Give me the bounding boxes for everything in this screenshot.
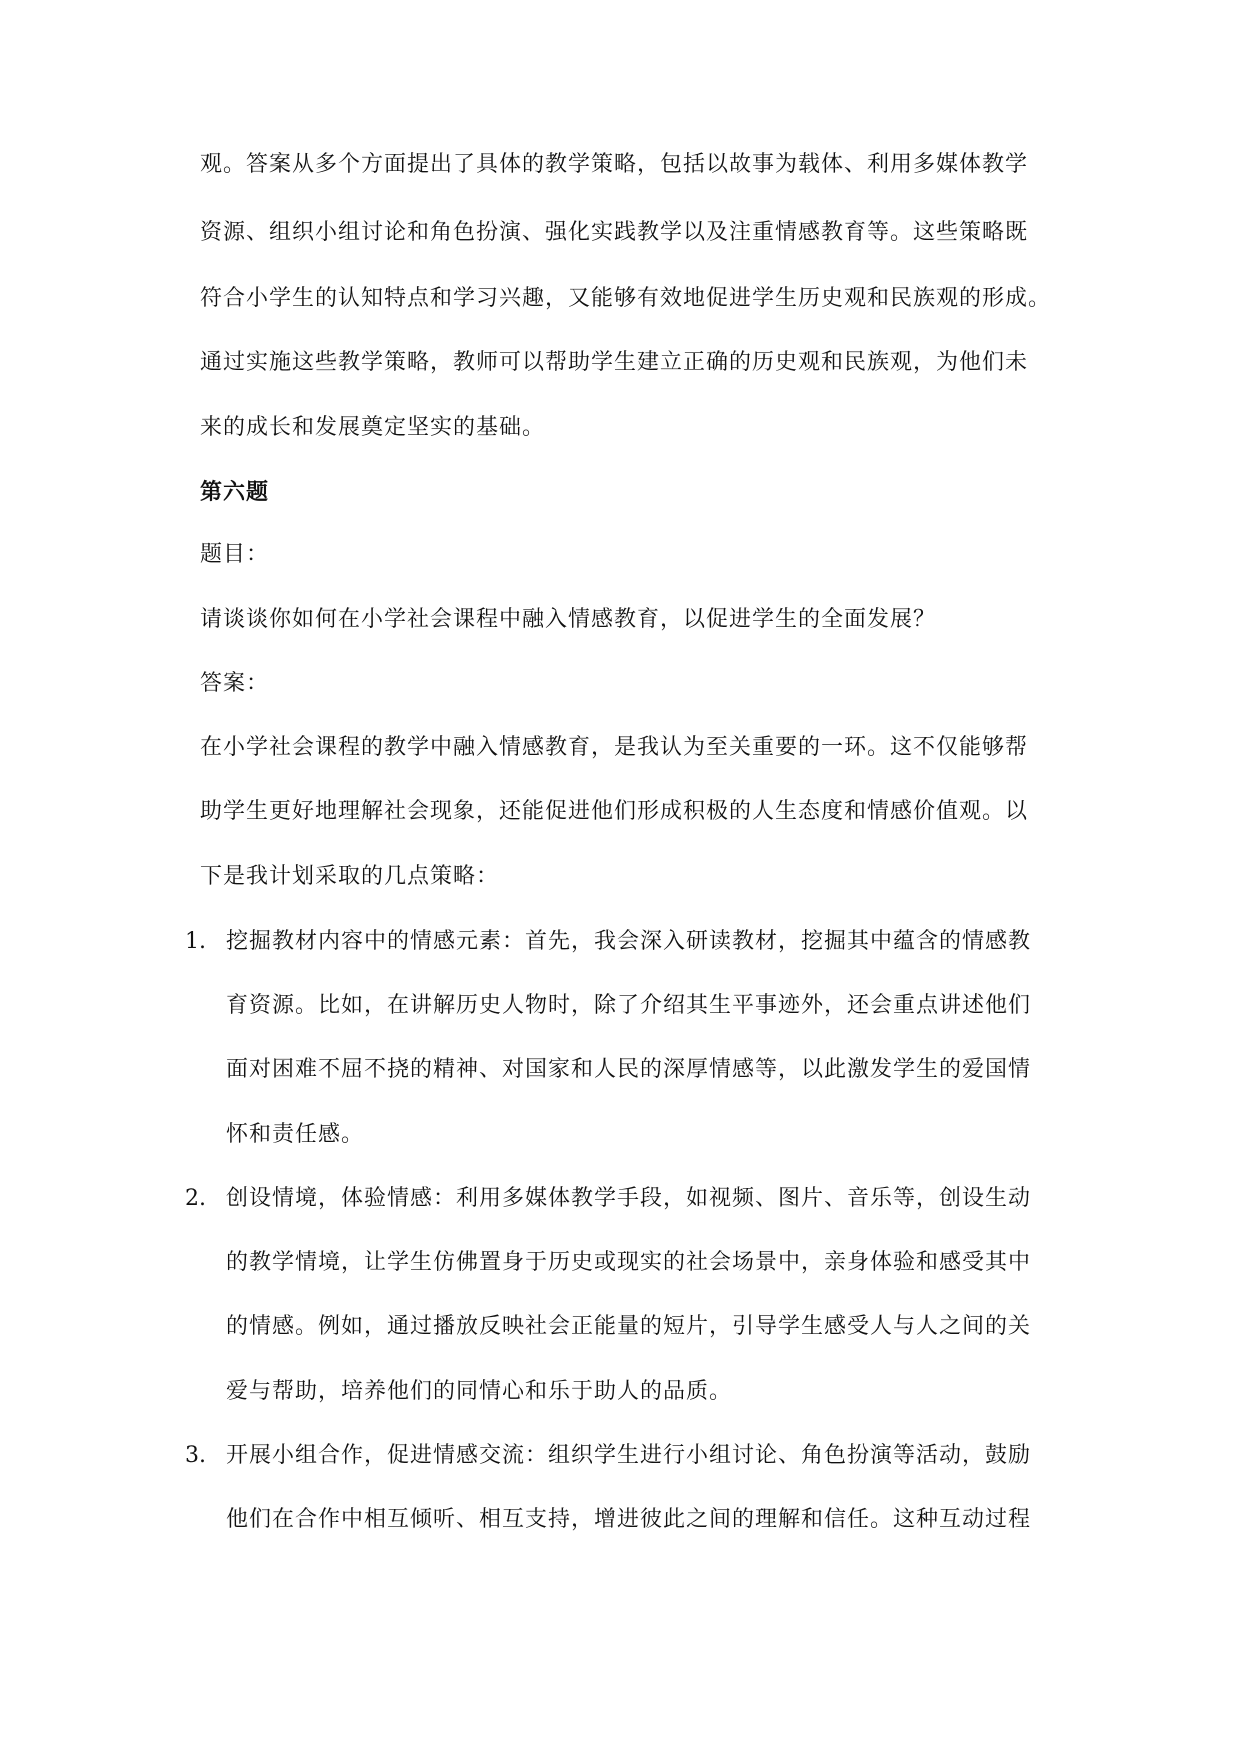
list-item-line: 的教学情境，让学生仿佛置身于历史或现实的社会场景中，亲身体验和感受其中 (226, 1250, 1032, 1275)
question-text: 请谈谈你如何在小学社会课程中融入情感教育，以促进学生的全面发展？ (200, 607, 937, 632)
section-heading: 第六题 (200, 479, 270, 505)
list-item-line: 面对困难不屈不挠的精神、对国家和人民的深厚情感等，以此激发学生的爱国情 (226, 1057, 1032, 1082)
list-item-number: 3. (185, 1443, 206, 1468)
list-item-line: 育资源。比如，在讲解历史人物时，除了介绍其生平事迹外，还会重点讲述他们 (226, 993, 1032, 1018)
list-item-line: 爱与帮助，培养他们的同情心和乐于助人的品质。 (226, 1379, 733, 1404)
list-item-line: 他们在合作中相互倾听、相互支持，增进彼此之间的理解和信任。这种互动过程 (226, 1507, 1032, 1532)
paragraph-line: 观。答案从多个方面提出了具体的教学策略，包括以故事为载体、利用多媒体教学 (200, 152, 1029, 177)
paragraph-line: 下是我计划采取的几点策略： (200, 864, 500, 889)
paragraph-line: 资源、组织小组讨论和角色扮演、强化实践教学以及注重情感教育等。这些策略既 (200, 220, 1029, 245)
paragraph-line: 助学生更好地理解社会现象，还能促进他们形成积极的人生态度和情感价值观。以 (200, 799, 1029, 824)
paragraph-line: 符合小学生的认知特点和学习兴趣，又能够有效地促进学生历史观和民族观的形成。 (200, 286, 1052, 311)
list-item-line: 创设情境，体验情感：利用多媒体教学手段，如视频、图片、音乐等，创设生动 (226, 1186, 1032, 1211)
list-item-number: 1. (185, 929, 206, 954)
question-label: 题目： (200, 542, 270, 567)
list-item-line: 挖掘教材内容中的情感元素：首先，我会深入研读教材，挖掘其中蕴含的情感教 (226, 929, 1032, 954)
paragraph-line: 通过实施这些教学策略，教师可以帮助学生建立正确的历史观和民族观，为他们未 (200, 350, 1029, 375)
answer-label: 答案： (200, 671, 270, 696)
paragraph-line: 在小学社会课程的教学中融入情感教育，是我认为至关重要的一环。这不仅能够帮 (200, 735, 1029, 760)
list-item-line: 开展小组合作，促进情感交流：组织学生进行小组讨论、角色扮演等活动，鼓励 (226, 1443, 1032, 1468)
list-item-line: 的情感。例如，通过播放反映社会正能量的短片，引导学生感受人与人之间的关 (226, 1314, 1032, 1339)
paragraph-line: 来的成长和发展奠定坚实的基础。 (200, 415, 546, 440)
list-item-line: 怀和责任感。 (226, 1122, 365, 1147)
list-item-number: 2. (185, 1186, 206, 1211)
